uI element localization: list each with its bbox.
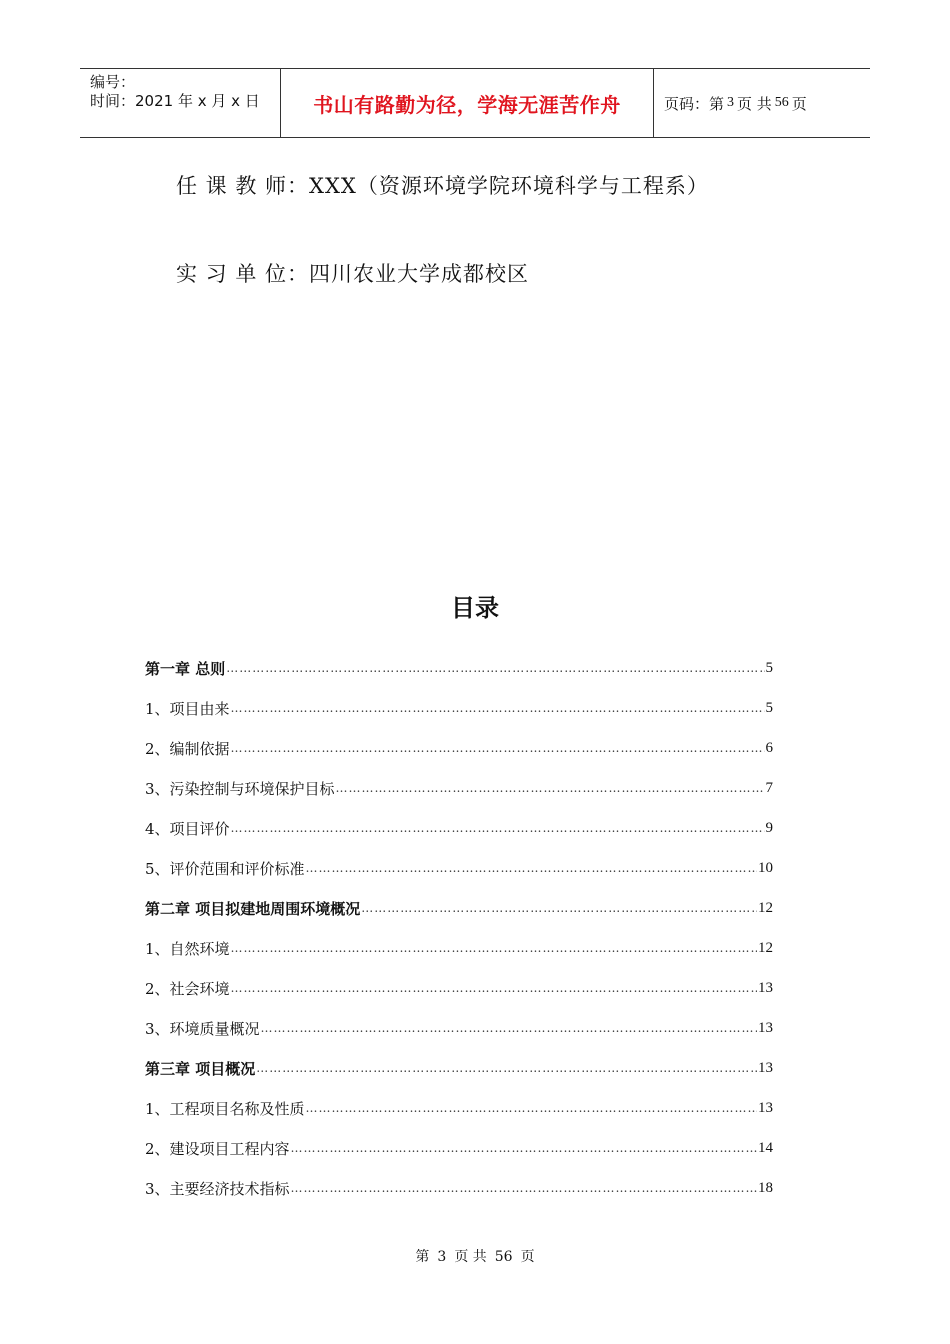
unit-value: 四川农业大学成都校区	[309, 262, 530, 286]
toc-leader-dots	[231, 701, 765, 715]
toc-entry-page: 10	[758, 859, 773, 876]
toc-leader-dots	[336, 781, 765, 795]
toc-section-entry[interactable]	[145, 768, 773, 808]
header-page-current: 3	[727, 95, 735, 110]
toc-chapter-entry[interactable]	[145, 1048, 773, 1088]
toc-entry-page: 14	[758, 1139, 773, 1156]
toc-entry-page: 5	[765, 659, 773, 676]
document-header	[80, 68, 870, 138]
toc-leader-dots	[361, 901, 757, 915]
toc-chapter-entry[interactable]	[145, 888, 773, 928]
toc-leader-dots	[291, 1181, 757, 1195]
teacher-line	[176, 170, 709, 200]
toc-section-entry[interactable]	[145, 1088, 773, 1128]
toc-entry-title: 2、社会环境	[145, 979, 230, 998]
toc-entry-title: 2、编制依据	[145, 739, 230, 758]
toc-section-entry[interactable]	[145, 1008, 773, 1048]
header-page-prefix: 页码：第	[664, 94, 725, 113]
header-page-total: 56	[774, 95, 789, 110]
footer-total: 56	[494, 1249, 513, 1265]
toc-leader-dots	[291, 1141, 757, 1155]
toc-title: 目录	[451, 594, 499, 622]
toc-entry-title: 1、工程项目名称及性质	[145, 1099, 305, 1118]
toc-entry-page: 13	[758, 1019, 773, 1036]
toc-leader-dots	[226, 661, 764, 675]
toc-entry-page: 12	[758, 899, 773, 916]
toc-leader-dots	[231, 941, 757, 955]
page-footer	[0, 1246, 950, 1266]
toc-entry-title: 3、环境质量概况	[145, 1019, 260, 1038]
toc-section-entry[interactable]	[145, 848, 773, 888]
toc-section-entry[interactable]	[145, 1128, 773, 1168]
toc-entry-title: 3、污染控制与环境保护目标	[145, 779, 335, 798]
toc-entry-page: 13	[758, 979, 773, 996]
unit-label: 实 习 单 位：	[176, 262, 310, 286]
footer-suffix: 页	[520, 1249, 535, 1265]
toc-section-entry[interactable]	[145, 688, 773, 728]
toc-entry-title: 4、项目评价	[145, 819, 230, 838]
unit-line	[176, 258, 529, 288]
teacher-value: XXX（资源环境学院环境科学与工程系）	[309, 174, 709, 198]
document-number-label: 编号：	[90, 73, 136, 91]
toc-section-entry[interactable]	[145, 928, 773, 968]
toc-entry-page: 13	[758, 1099, 773, 1116]
footer-prefix: 第	[415, 1249, 430, 1265]
toc-entry-page: 13	[758, 1059, 773, 1076]
header-meta-cell	[80, 69, 281, 137]
toc-section-entry[interactable]	[145, 728, 773, 768]
toc-section-entry[interactable]	[145, 808, 773, 848]
toc-leader-dots	[306, 1101, 757, 1115]
toc-leader-dots	[231, 981, 757, 995]
toc-section-entry[interactable]	[145, 968, 773, 1008]
document-date: 时间：2021 年 x 月 x 日	[90, 92, 260, 110]
teacher-label: 任 课 教 师：	[176, 174, 310, 198]
toc-entry-title: 1、项目由来	[145, 699, 230, 718]
toc-entry-page: 7	[765, 779, 773, 796]
toc-entry-title: 第三章 项目概况	[145, 1059, 256, 1078]
toc-leader-dots	[306, 861, 757, 875]
toc-leader-dots	[256, 1061, 757, 1075]
header-motto: 书山有路勤为径，学海无涯苦作舟	[281, 69, 654, 137]
toc-entry-page: 9	[765, 819, 773, 836]
toc-entry-title: 3、主要经济技术指标	[145, 1179, 290, 1198]
toc-leader-dots	[231, 741, 765, 755]
toc-entry-page: 6	[765, 739, 773, 756]
footer-current: 3	[437, 1249, 447, 1265]
toc-leader-dots	[231, 821, 765, 835]
table-of-contents	[145, 648, 773, 1208]
toc-entry-title: 2、建设项目工程内容	[145, 1139, 290, 1158]
toc-entry-title: 第一章 总则	[145, 659, 226, 678]
toc-entry-page: 12	[758, 939, 773, 956]
header-page-suffix: 页	[791, 94, 807, 113]
toc-entry-title: 1、自然环境	[145, 939, 230, 958]
header-page-info	[654, 69, 870, 137]
toc-leader-dots	[261, 1021, 757, 1035]
header-page-mid: 页 共	[737, 94, 772, 113]
toc-entry-title: 第二章 项目拟建地周围环境概况	[145, 899, 361, 918]
toc-section-entry[interactable]	[145, 1168, 773, 1208]
footer-mid: 页 共	[454, 1249, 487, 1265]
toc-chapter-entry[interactable]	[145, 648, 773, 688]
toc-entry-page: 5	[765, 699, 773, 716]
toc-entry-page: 18	[758, 1179, 773, 1196]
toc-entry-title: 5、评价范围和评价标准	[145, 859, 305, 878]
